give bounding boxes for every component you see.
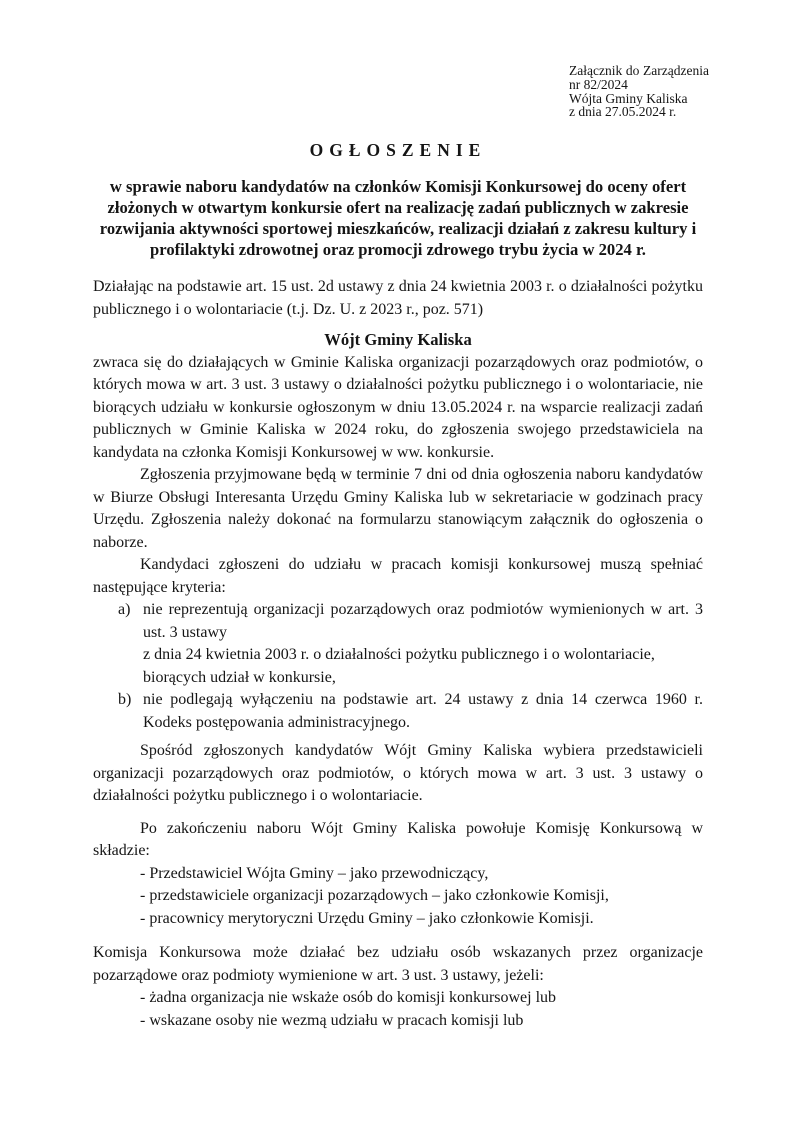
criteria-text [143,689,703,734]
document-content [93,63,709,1032]
criteria-line: nie podlegają wyłączeniu na podstawie art. 24 ustawy z dnia 14 czerwca 1960 r. Kodeks postępowania administracyjnego. [143,691,703,731]
issuer-heading: Wójt Gminy Kaliska [324,330,472,350]
paragraph-committee-can-act: Komisja Konkursowa może działać bez udziału osób wskazanych przez organizacje pozarządowe oraz podmioty wymienione w art. 3 ust. 3 ustawy, jeżeli: [93,944,703,984]
paragraph-submissions: Zgłoszenia przyjmowane będą w terminie 7 dni od dnia ogłoszenia naboru kandydatów w Biurze Obsługi Interesanta Urzędu Gminy Kaliska lub w sekretariacie w godzinach pracy Urzędu. Zgłoszenia należy dokonać na formularzu stanowiącym załącznik do ogłoszenia o naborze. [93,466,703,551]
attachment-note-line: nr 82/2024 [569,76,628,92]
criteria-line: z dnia 24 kwietnia 2003 r. o działalności pożytku publicznego i o wolontariacie, [143,646,655,664]
criteria-line: ust. 3 ustawy [143,623,227,641]
condition-item: - żadna organizacja nie wskaże osób do komisji konkursowej lub [140,989,557,1007]
paragraph-legal-basis: Działając na podstawie art. 15 ust. 2d ustawy z dnia 24 kwietnia 2003 r. o działalności pożytku publicznego i o wolontariacie (t.j. Dz. U. z 2023 r., poz. 571) [93,278,703,318]
document-subtitle: w sprawie naboru kandydatów na członków Komisji Konkursowej do oceny ofert złożonych w otwartym konkursie ofert na realizację zadań publicznych w zakresie rozwijania aktywności sportowej mieszkańców, realizacji działań z zakresu kultury i profilaktyki zdrowotnej oraz promocji zdrowego trybu życia w 2024 r. [99,177,697,260]
criteria-marker: a) [118,601,131,619]
condition-item: - wskazane osoby nie wezmą udziału w pracach komisji lub [140,1011,524,1029]
criteria-line: nie reprezentują organizacji pozarządowych oraz podmiotów wymienionych w art. 3 [143,601,703,619]
committee-member-item: - Przedstawiciel Wójta Gminy – jako przewodniczący, [140,864,489,882]
attachment-note-line: z dnia 27.05.2024 r. [569,104,677,120]
criteria-marker: b) [118,691,132,709]
document-title: OGŁOSZENIE [309,140,487,161]
paragraph-committee-intro: Po zakończeniu naboru Wójt Gminy Kaliska powołuje Komisję Konkursową w składzie: [93,819,703,860]
attachment-note-line: Załącznik do Zarządzenia [569,63,709,78]
paragraph-selection: Spośród zgłoszonych kandydatów Wójt Gminy Kaliska wybiera przedstawicieli organizacji pozarządowych oraz podmiotów, o których mowa w art. 3 ust. 3 ustawy o działalności pożytku publicznego i o wolontariacie. [93,742,703,805]
criteria-text [143,599,703,689]
criteria-list [118,599,703,734]
criteria-line: biorących udział w konkursie, [143,668,336,686]
attachment-note-line: Wójta Gminy Kaliska [569,90,688,106]
criteria-item-b [118,689,703,734]
committee-member-item: - przedstawiciele organizacji pozarządowych – jako członkowie Komisji, [140,887,609,905]
attachment-note [569,64,709,119]
criteria-item-a [118,599,703,689]
committee-member-item: - pracownicy merytoryczni Urzędu Gminy – jako członkowie Komisji. [140,909,594,927]
paragraph-intro: zwraca się do działających w Gminie Kaliska organizacji pozarządowych oraz podmiotów, o których mowa w art. 3 ust. 3 ustawy o działalności pożytku publicznego i o wolontariacie, nie biorących udziału w konkursie ogłoszonym w dniu 13.05.2024 r. na wsparcie realizacji zadań publicznych w Gminie Kaliska w 2024 roku, do zgłoszenia swojego przedstawiciela na kandydata na członka Komisji Konkursowej w ww. konkursie. [93,353,703,461]
paragraph-criteria-intro: Kandydaci zgłoszeni do udziału w pracach komisji konkursowej muszą spełniać następujące kryteria: [93,556,703,596]
